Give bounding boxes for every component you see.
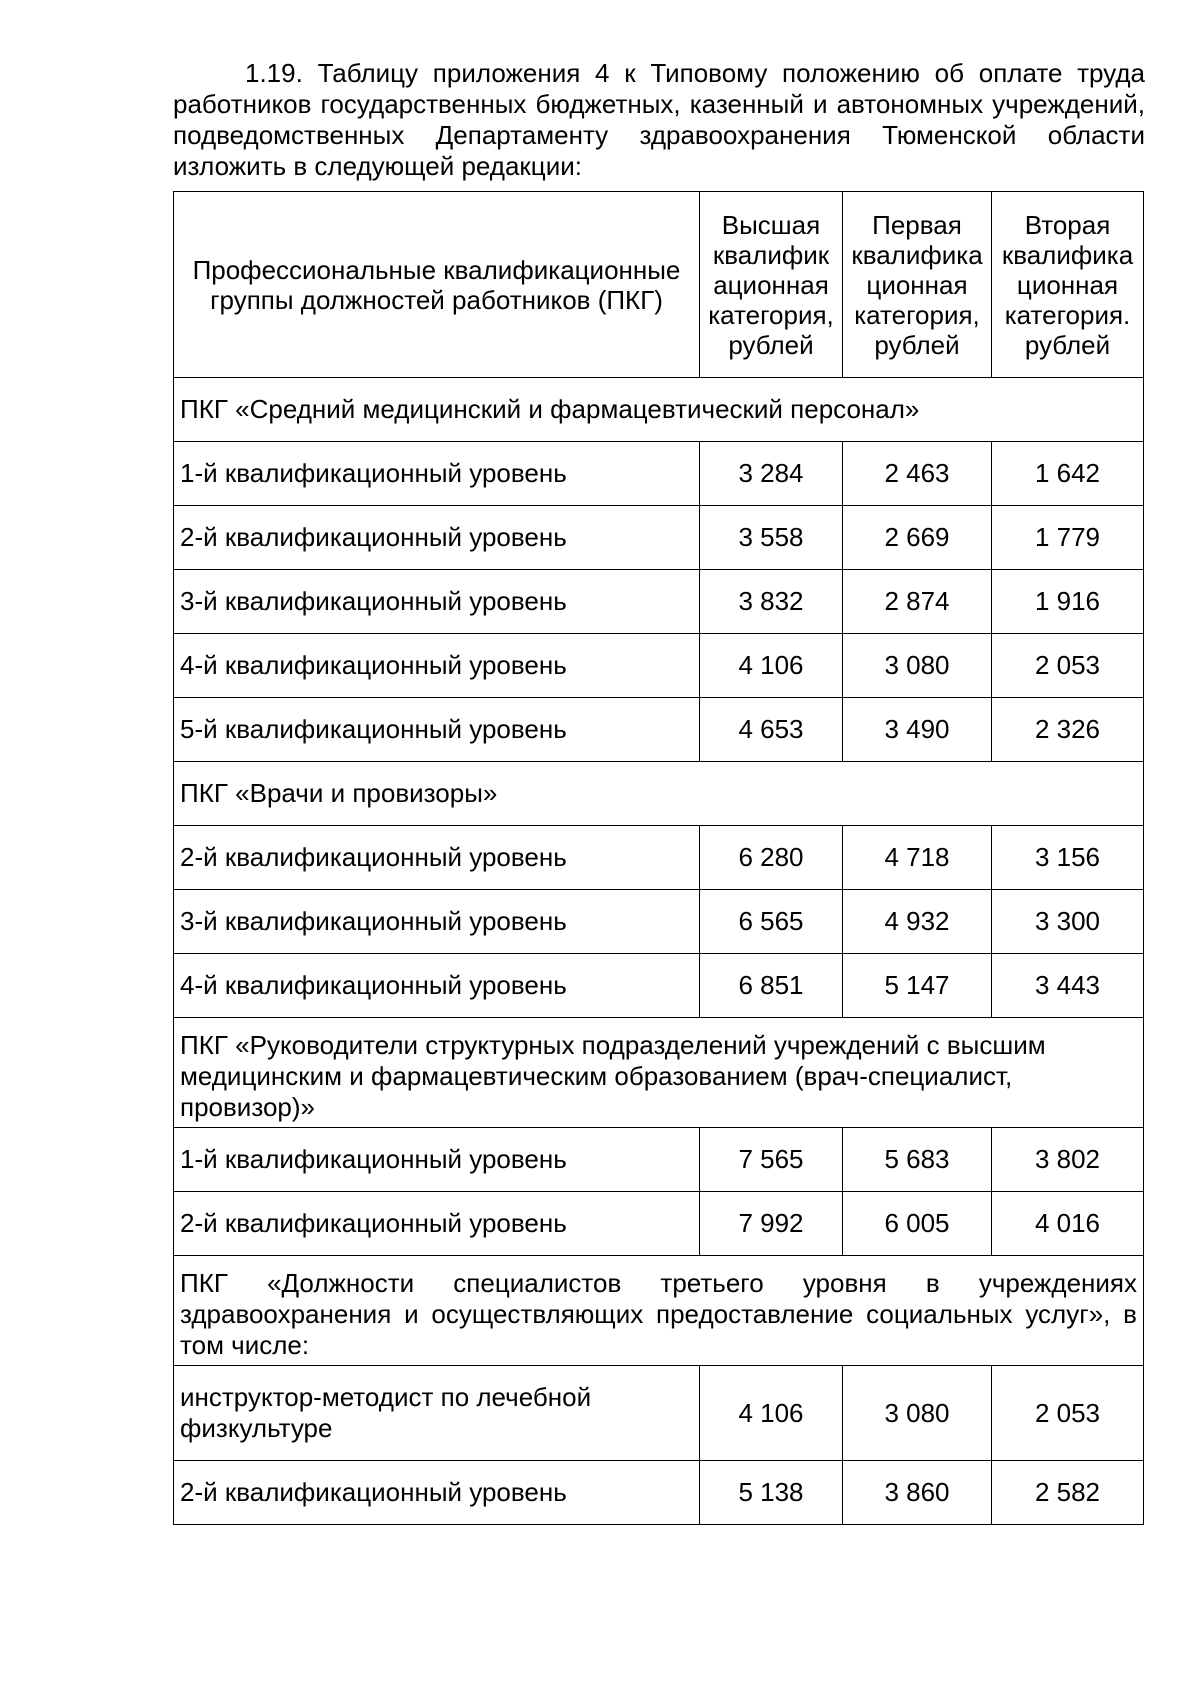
value-second: 1 916 — [992, 570, 1144, 634]
value-first: 4 932 — [843, 890, 992, 954]
row-label: 5-й квалификационный уровень — [174, 698, 700, 762]
table-row — [174, 570, 1144, 634]
salary-table — [173, 191, 1144, 1525]
row-label: 1-й квалификационный уровень — [174, 1128, 700, 1192]
table-row — [174, 506, 1144, 570]
table-row — [174, 698, 1144, 762]
row-label: инструктор-методист по лечебной физкультуре — [174, 1366, 700, 1461]
header-pkg: Профессиональные квалификационные группы должностей работников (ПКГ) — [174, 192, 700, 378]
value-highest: 4 106 — [700, 634, 843, 698]
section-title: ПКГ «Средний медицинский и фармацевтический персонал» — [174, 378, 1144, 442]
value-first: 5 147 — [843, 954, 992, 1018]
value-highest: 3 558 — [700, 506, 843, 570]
section-title: ПКГ «Должности специалистов третьего уровня в учреждениях здравоохранения и осуществляющих предоставление социальных услуг», в том числе: — [174, 1256, 1144, 1366]
row-label: 3-й квалификационный уровень — [174, 570, 700, 634]
value-highest: 3 832 — [700, 570, 843, 634]
value-second: 1 779 — [992, 506, 1144, 570]
value-highest: 5 138 — [700, 1461, 843, 1525]
value-first: 2 874 — [843, 570, 992, 634]
table-row — [174, 1366, 1144, 1461]
value-highest: 3 284 — [700, 442, 843, 506]
table-row — [174, 890, 1144, 954]
value-second: 3 300 — [992, 890, 1144, 954]
section-title-row — [174, 762, 1144, 826]
table-row — [174, 1128, 1144, 1192]
section-title-row — [174, 1256, 1144, 1366]
value-second: 3 802 — [992, 1128, 1144, 1192]
table-row — [174, 1192, 1144, 1256]
value-second: 4 016 — [992, 1192, 1144, 1256]
value-highest: 6 565 — [700, 890, 843, 954]
value-highest: 7 992 — [700, 1192, 843, 1256]
table-row — [174, 1461, 1144, 1525]
value-highest: 4 106 — [700, 1366, 843, 1461]
row-label: 1-й квалификационный уровень — [174, 442, 700, 506]
row-label: 2-й квалификационный уровень — [174, 1192, 700, 1256]
table-row — [174, 826, 1144, 890]
header-first-category: Первая квалифика ционная категория, рублей — [843, 192, 992, 378]
row-label: 2-й квалификационный уровень — [174, 1461, 700, 1525]
table-row — [174, 954, 1144, 1018]
value-first: 2 463 — [843, 442, 992, 506]
value-first: 3 490 — [843, 698, 992, 762]
row-label: 4-й квалификационный уровень — [174, 634, 700, 698]
value-highest: 4 653 — [700, 698, 843, 762]
section-title-row — [174, 378, 1144, 442]
header-highest-category: Высшая квалифик ационная категория, рублей — [700, 192, 843, 378]
section-title: ПКГ «Врачи и провизоры» — [174, 762, 1144, 826]
table-header-row — [174, 192, 1144, 378]
value-first: 4 718 — [843, 826, 992, 890]
value-first: 3 080 — [843, 634, 992, 698]
value-second: 2 053 — [992, 634, 1144, 698]
intro-paragraph: 1.19. Таблицу приложения 4 к Типовому положению об оплате труда работников государственных бюджетных, казенный и автономных учреждений, подведомственных Департаменту здравоохранения Тюменской области изложить в следующей редакции: — [173, 58, 1145, 181]
value-second: 3 443 — [992, 954, 1144, 1018]
value-second: 1 642 — [992, 442, 1144, 506]
row-label: 2-й квалификационный уровень — [174, 506, 700, 570]
value-highest: 6 851 — [700, 954, 843, 1018]
value-first: 3 080 — [843, 1366, 992, 1461]
section-title: ПКГ «Руководители структурных подразделений учреждений с высшим медицинским и фармацевтическим образованием (врач-специалист, провизор)» — [174, 1018, 1144, 1128]
row-label: 2-й квалификационный уровень — [174, 826, 700, 890]
value-second: 2 582 — [992, 1461, 1144, 1525]
header-second-category: Вторая квалифика ционная категория. рублей — [992, 192, 1144, 378]
row-label: 3-й квалификационный уровень — [174, 890, 700, 954]
row-label: 4-й квалификационный уровень — [174, 954, 700, 1018]
value-highest: 6 280 — [700, 826, 843, 890]
section-title-row — [174, 1018, 1144, 1128]
value-second: 3 156 — [992, 826, 1144, 890]
value-first: 5 683 — [843, 1128, 992, 1192]
value-first: 6 005 — [843, 1192, 992, 1256]
value-highest: 7 565 — [700, 1128, 843, 1192]
value-second: 2 053 — [992, 1366, 1144, 1461]
table-row — [174, 634, 1144, 698]
value-first: 3 860 — [843, 1461, 992, 1525]
value-first: 2 669 — [843, 506, 992, 570]
value-second: 2 326 — [992, 698, 1144, 762]
table-row — [174, 442, 1144, 506]
